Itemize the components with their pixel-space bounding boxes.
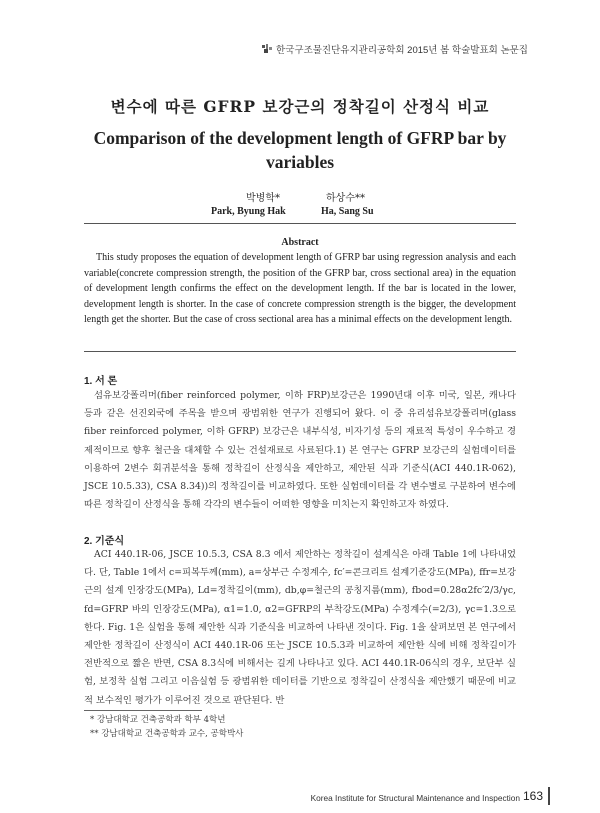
footer-organization: Korea Institute for Structural Maintenance and Inspection bbox=[310, 793, 520, 803]
footnotes bbox=[90, 713, 243, 741]
abstract-body bbox=[84, 250, 516, 328]
abstract-title: Abstract bbox=[281, 237, 319, 248]
section-2-heading: 2. 기준식 bbox=[84, 536, 125, 547]
abstract-text: This study proposes the equation of development length of GFRP bar using regression analysis and each variable(concrete compression strength, the position of the GFRP bar, cross sectional area) in the equation of development length confirms the effect on the development length. If the bar is located in the lower, development length is shorter. In the case of concrete compression strength is the bigger, the development length get the shorter. But the case of cross sectional area has a minimal effects on the development length. bbox=[84, 252, 516, 325]
section-1-body bbox=[84, 387, 516, 514]
section-1-heading: 1. 서 론 bbox=[84, 376, 118, 387]
author-2-english: Ha, Sang Su bbox=[321, 206, 374, 217]
running-header bbox=[262, 42, 528, 56]
footnote-rule bbox=[84, 710, 202, 711]
page-number: 163 bbox=[522, 789, 543, 803]
author-1-english: Park, Byung Hak bbox=[211, 206, 286, 217]
title-korean: 변수에 따른 GFRP 보강근의 정착길이 산정식 비교 bbox=[110, 97, 490, 116]
title-english: Comparison of the development length of GFRP bar by variables bbox=[93, 128, 507, 172]
author-2-korean: 하상수** bbox=[326, 193, 365, 204]
author-1-korean: 박병학* bbox=[246, 193, 280, 204]
journal-logo-icon bbox=[262, 44, 272, 54]
section-2-text: ACI 440.1R-06, JSCE 10.5.3, CSA 8.3 에서 제안하는 정착길이 설계식은 아래 Table 1에 나타내었다. 단, Table 1에서 c=피복두께(mm), a=상부근 수정계수, fc′=콘크리트 설계기준강도(MPa), ffr=보강근의 설계 인장강도(MPa), Ld=정착길이(mm), db,φ=철근의 공칭지름(mm), fbod=0.28α2fc′2/3/γc, fd=GFRP 바의 인장강도(MPa), α1=1.0, α2=GFRP의 부착강도(MPa) 수정계수(=2/3), γc=1.3으로 한다. Fig. 1은 실험을 통해 제안한 식과 기준식을 비교하여 나타낸 것이다. Fig. 1을 살펴보면 본 연구에서 제안한 정착길이 산정식이 ACI 440.1R-06 또는 JSCE 10.5.3과 비교하여 제안한 식에 비해 정착길이가 전반적으로 짧은 반면, CSA 8.3식에 비해서는 길게 나타나고 있다. ACI 440.1R-06식의 경우, 보단부 실험, 보정착 실험 그리고 이음실험 등 광범위한 데이터를 기반으로 정착길이 산정식을 제안했기 때문에 비교적 보수적인 평가가 이루어진 것으로 판단된다. 반 bbox=[84, 549, 516, 706]
abstract-top-rule bbox=[84, 223, 516, 224]
footnote-1: * 강남대학교 건축공학과 학부 4학년 bbox=[90, 715, 226, 725]
section-1-text: 섬유보강폴리머(fiber reinforced polymer, 이하 FRP)보강근은 1990년대 이후 미국, 일본, 캐나다 등과 같은 선진외국에 주목을 받으며 광범위한 연구가 진행되어 왔다. 이 중 유리섬유보강폴리머(glass fiber reinforced polymer, 이하 GFRP) 보강근은 내부식성, 비자기성 등의 재료적 특성이 우수하고 경제적이므로 향후 철근을 대체할 수 있는 건설재료로 사료된다.1) 본 연구는 GFRP 보강근의 실험데이터를 이용하여 2변수 회귀분석을 통해 정착길이 산정식을 제안하고, 제안된 식과 기준식(ACI 440.1R-062), JSCE 10.5.33), CSA 8.34))의 정착길이를 비교하였다. 또한 실험데이터를 각 변수별로 구분하여 변수에 따른 정착길이 산정식을 통해 각각의 변수들이 어떠한 영향을 미치는지 확인하고자 하였다. bbox=[84, 390, 516, 511]
footer-divider bbox=[548, 787, 550, 805]
footnote-2: ** 강남대학교 건축공학과 교수, 공학박사 bbox=[90, 729, 244, 739]
abstract-bottom-rule bbox=[84, 351, 516, 352]
journal-name: 한국구조물진단유지관리공학회 2015년 봄 학술발표회 논문집 bbox=[276, 45, 528, 56]
section-2-body bbox=[84, 546, 516, 710]
